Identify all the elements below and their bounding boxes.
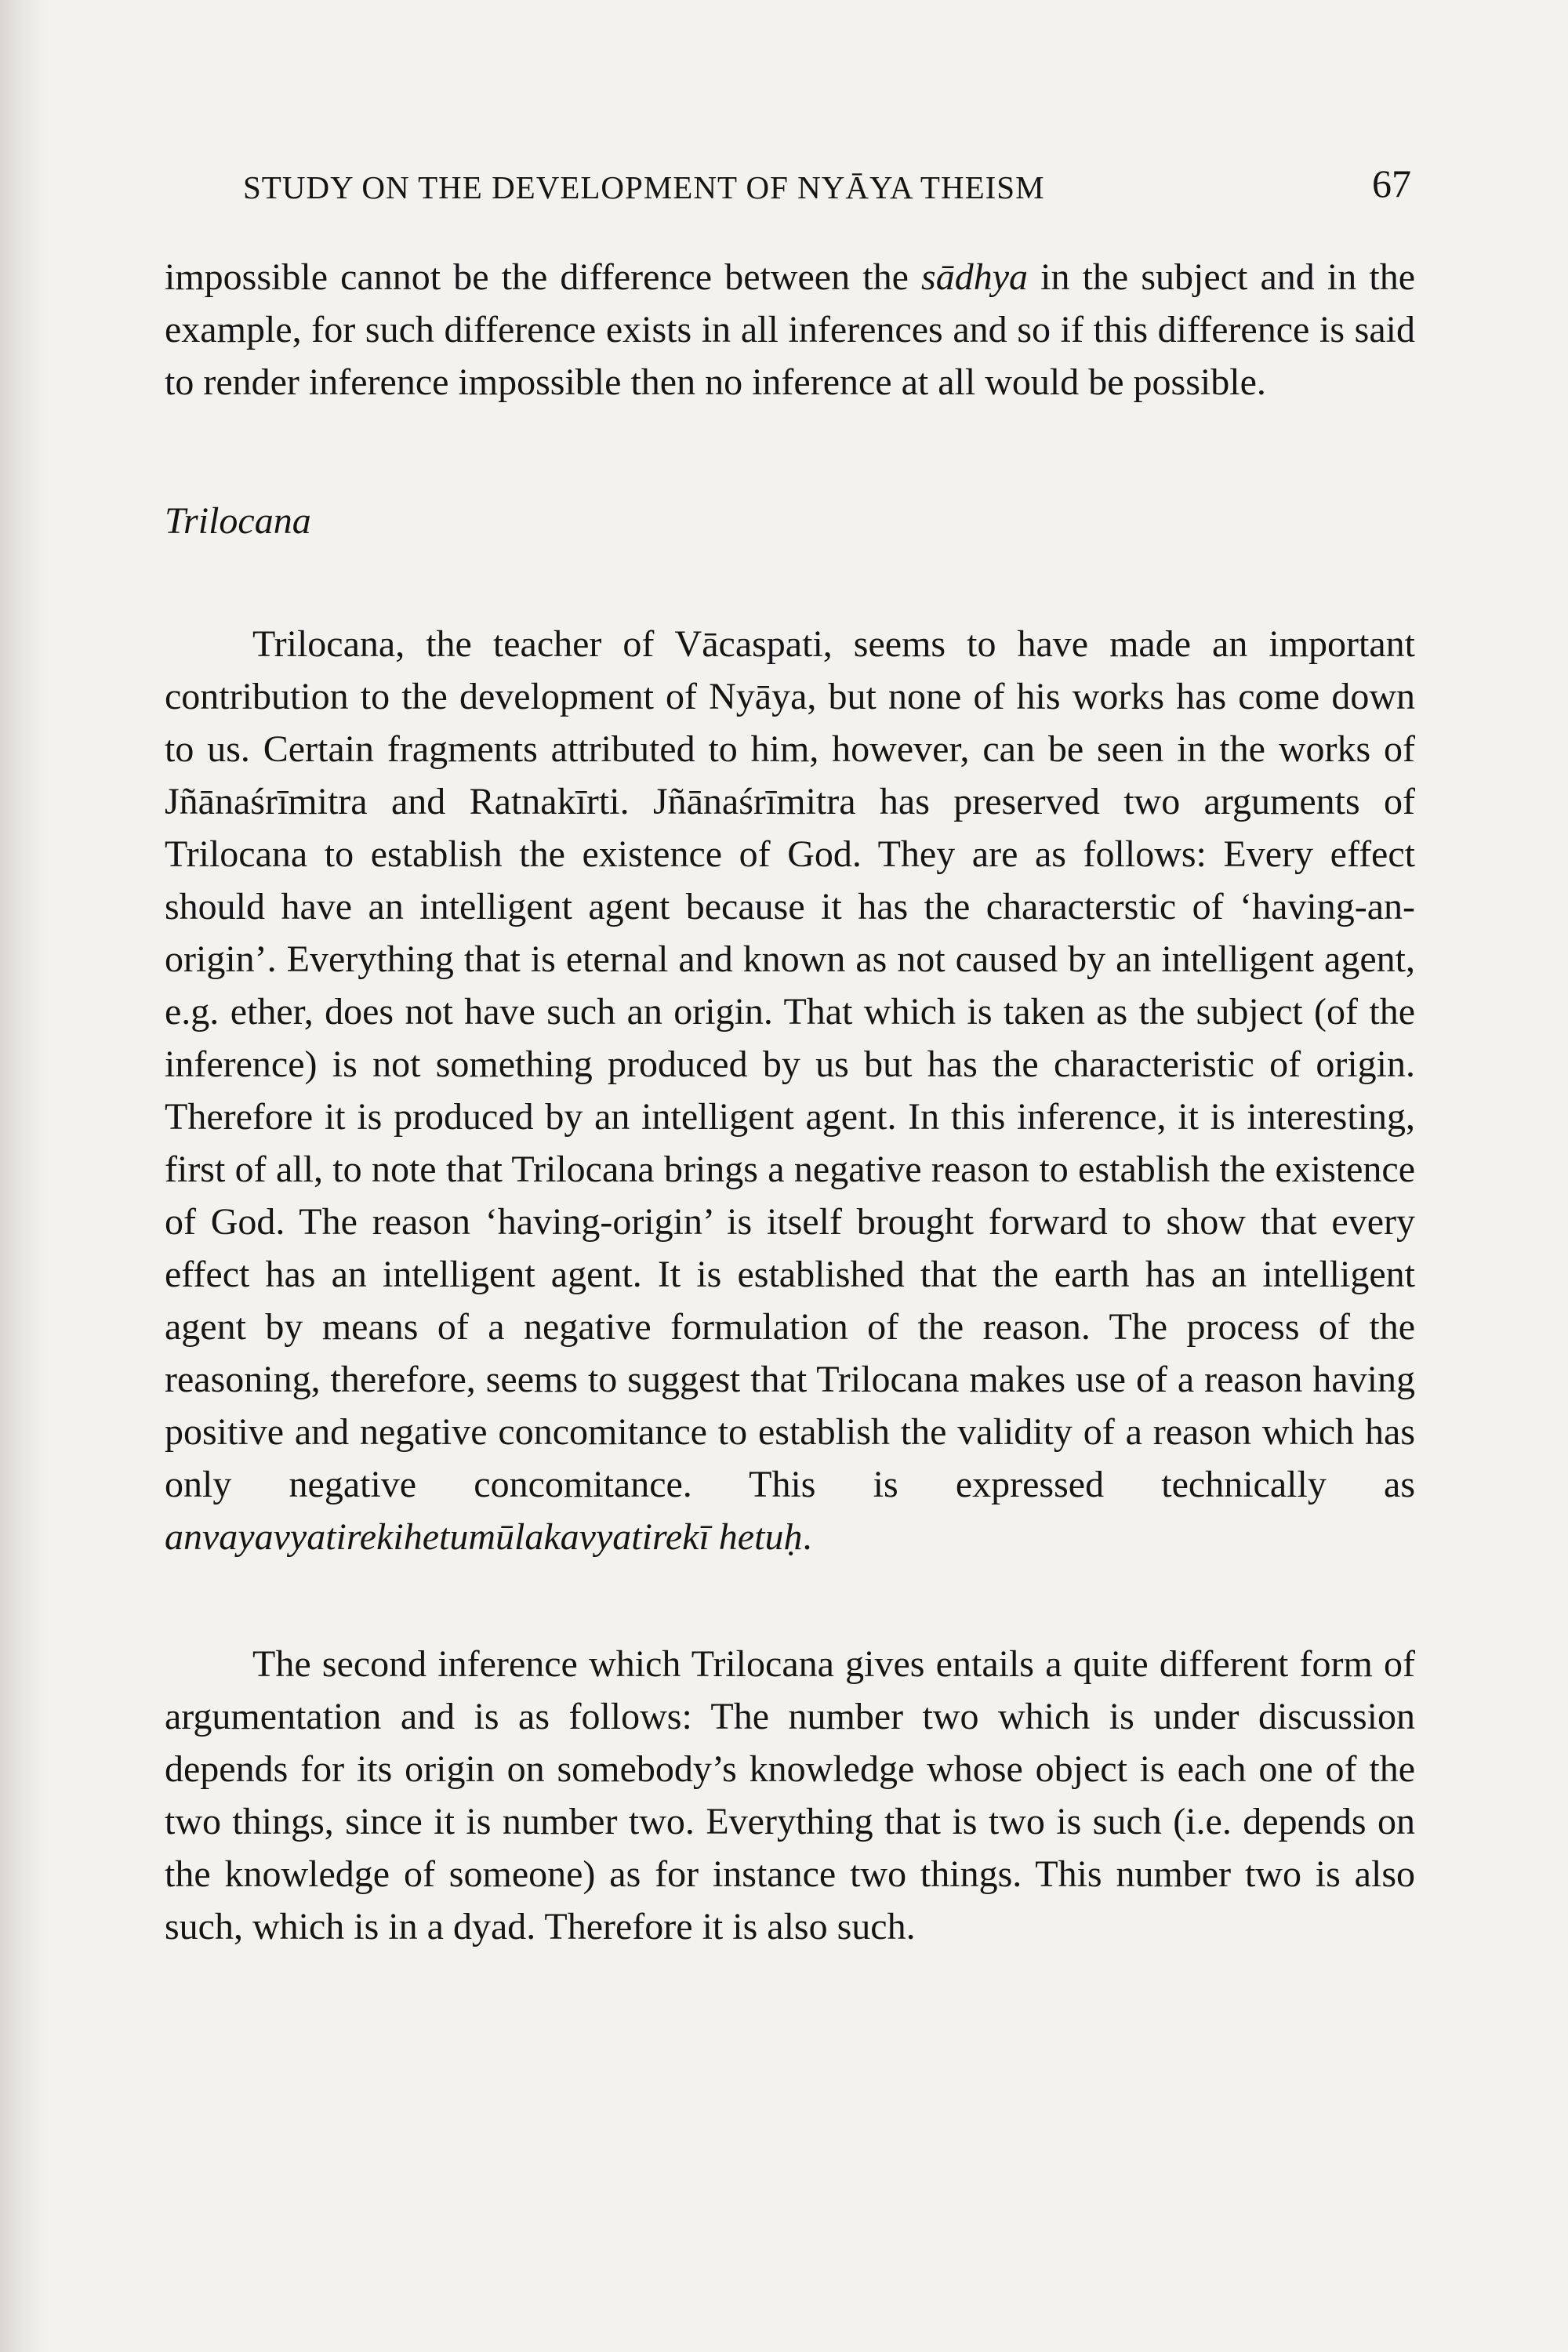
paragraph-text: . bbox=[802, 1516, 812, 1558]
paragraph-text: in the subject and in the example, for such difference exists in all inferences and so if this difference is said to render inference impossible then no inference at all would be possible. bbox=[165, 256, 1416, 403]
paragraph-text: impossible cannot be the difference between the bbox=[165, 256, 922, 298]
paragraph-second-inference: The second inference which Trilocana gives entails a quite different form of argumentation and is as follows: The number two which is under discussion depends for its origin on somebody’s knowledge whose object is each one of the two things, since it is number two. Everything that is two is such (i.e. depends on the knowledge of someone) as for instance two things. This number two is also such, which is in a dyad. Therefore it is also such. bbox=[165, 1643, 1415, 1947]
paragraph-continuation bbox=[165, 251, 1415, 408]
running-head: STUDY ON THE DEVELOPMENT OF NYĀYA THEISM bbox=[243, 169, 1045, 205]
paragraph-text: Trilocana, the teacher of Vācaspati, seems to have made an important contribution to the development of Nyāya, but none of his works has come down to us. Certain fragments attributed to him, however, can be seen in the works of Jñānaśrīmitra and Ratnakīrti. Jñānaśrīmitra has preserved two arguments of Trilocana to establish the existence of God. They are as follows: Every effect should have an intelligent agent because it has the characterstic of ‘having-an-origin’. Everything that is eternal and known as not caused by an intelligent agent, e.g. ether, does not have such an origin. That which is taken as the subject (of the inference) is not something produced by us but has the characteristic of origin. Therefore it is produced by an intelligent agent. In this inference, it is interesting, first of all, to note that Trilocana brings a negative reason to establish the existence of God. The reason ‘having-origin’ is itself brought forward to show that every effect has an intelligent agent. It is established that the earth has an intelligent agent by means of a negative formulation of the reason. The process of the reasoning, therefore, seems to suggest that Trilocana makes use of a reason having positive and negative concomitance to establish the validity of a reason which has only negative concomitance. This is expressed technically as bbox=[165, 623, 1415, 1505]
term-anvayavyatireki: anvayavyatirekihetumūlakavyatirekī hetuḥ bbox=[165, 1516, 803, 1558]
page-number: 67 bbox=[1372, 162, 1411, 205]
scan-edge-shadow bbox=[0, 0, 47, 2352]
paragraph-trilocana bbox=[165, 618, 1415, 1563]
page-body bbox=[165, 251, 1415, 1953]
section-heading: Trilocana bbox=[165, 500, 311, 542]
term-sadhya: sādhya bbox=[921, 256, 1028, 298]
page-header bbox=[165, 161, 1411, 216]
